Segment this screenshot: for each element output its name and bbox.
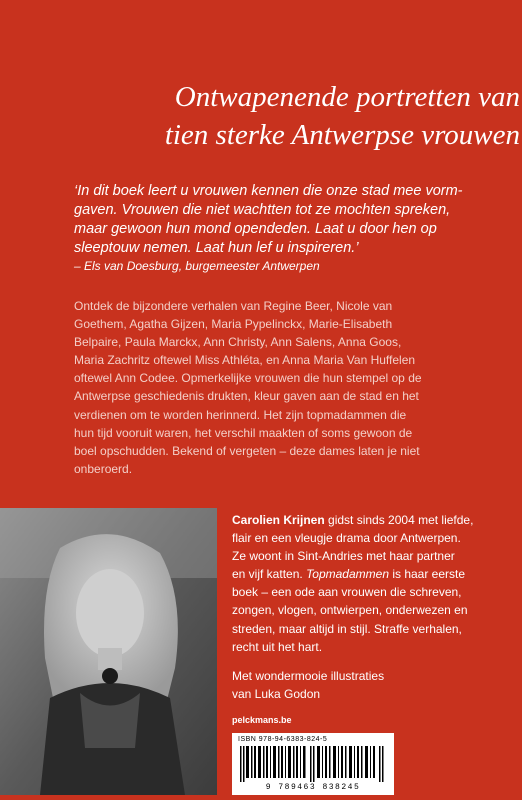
author-bio-text: en vijf katten. — [232, 567, 303, 582]
book-title: Topmadammen — [306, 567, 389, 582]
blurb-line: Goethem, Agatha Gijzen, Maria Pypelinckx, Marie-Elisabeth — [74, 317, 393, 332]
quote-line: sleeptouw nemen. Laat hun lef u inspireren.’ — [74, 240, 359, 256]
blurb-line: Ontdek de bijzondere verhalen van Regine Beer, Nicole van — [74, 299, 393, 313]
illustrations-credit — [232, 667, 522, 703]
endorsement-quote — [74, 182, 514, 274]
blurb-line: Belpaire, Paula Marckx, Ann Christy, Ann Salens, Anna Goos, — [74, 335, 402, 350]
author-name: Carolien Krijnen — [232, 513, 325, 527]
headline-line-1: Ontwapenende portretten van — [174, 81, 520, 113]
author-bio-line: Ze woont in Sint-Andries met haar partner — [232, 549, 455, 564]
quote-line: maar gewoon hun mond opendeden. Laat u door hen op — [74, 221, 437, 237]
illustrations-line: Met wondermooie illustraties — [232, 669, 385, 683]
headline — [60, 78, 520, 154]
author-bio-line: zongen, vlogen, ontwierpen, onderwezen en — [232, 603, 468, 618]
quote-line: gaven. Vrouwen die niet wachtten tot ze mochten spreken, — [74, 202, 451, 218]
publisher-url: pelckmans.be — [232, 715, 292, 725]
author-bio-line — [232, 565, 522, 583]
quote-line: ‘In dit boek leert u vrouwen kennen die onze stad mee vorm- — [74, 183, 463, 199]
blurb-line: boel opschudden. Bekend of vergeten – deze dames laten je niet — [74, 443, 420, 458]
barcode-bars — [240, 746, 386, 782]
author-bio-text: gidst sinds 2004 met liefde, — [324, 513, 474, 527]
author-bio-line: flair en een vleugje drama door Antwerpen. — [232, 531, 461, 546]
author-bio-text: is haar eerste — [389, 567, 466, 582]
author-bio-line: boek – een ode aan vrouwen die schreven, — [232, 585, 462, 600]
quote-attribution: – Els van Doesburg, burgemeester Antwerpen — [74, 259, 320, 273]
blurb-line: hun tijd vooruit waren, het verschil maakten of soms gewoon de — [74, 425, 413, 440]
blurb-line: onberoerd. — [74, 461, 133, 476]
blurb-line: oftewel Ann Codee. Opmerkelijke vrouwen die hun stempel op de — [74, 371, 422, 386]
blurb-line: Maria Zachritz oftewel Miss Athléta, en Anna Maria Van Huffelen — [74, 353, 416, 368]
illustrations-line: van Luka Godon — [232, 687, 321, 701]
blurb-line: verdienen om te worden herinnerd. Het zijn topmadammen die — [74, 407, 407, 422]
blurb-text — [74, 297, 514, 478]
isbn-label: ISBN 978-94-6383-824-5 — [238, 736, 328, 743]
blurb-line: Antwerpse geschiedenis drukten, kleur gaven aan de stad en het — [74, 389, 419, 404]
author-bio — [232, 511, 522, 656]
isbn-barcode — [232, 733, 394, 795]
author-bio-line: streden, maar altijd in stijl. Straffe verhalen, — [232, 621, 462, 636]
headline-line-2: tien sterke Antwerpse vrouwen — [164, 119, 520, 151]
author-photo — [0, 508, 217, 795]
barcode-digits: 9 789463 838245 — [265, 783, 361, 792]
author-bio-line — [232, 511, 522, 529]
author-bio-line: recht uit het hart. — [232, 639, 323, 654]
